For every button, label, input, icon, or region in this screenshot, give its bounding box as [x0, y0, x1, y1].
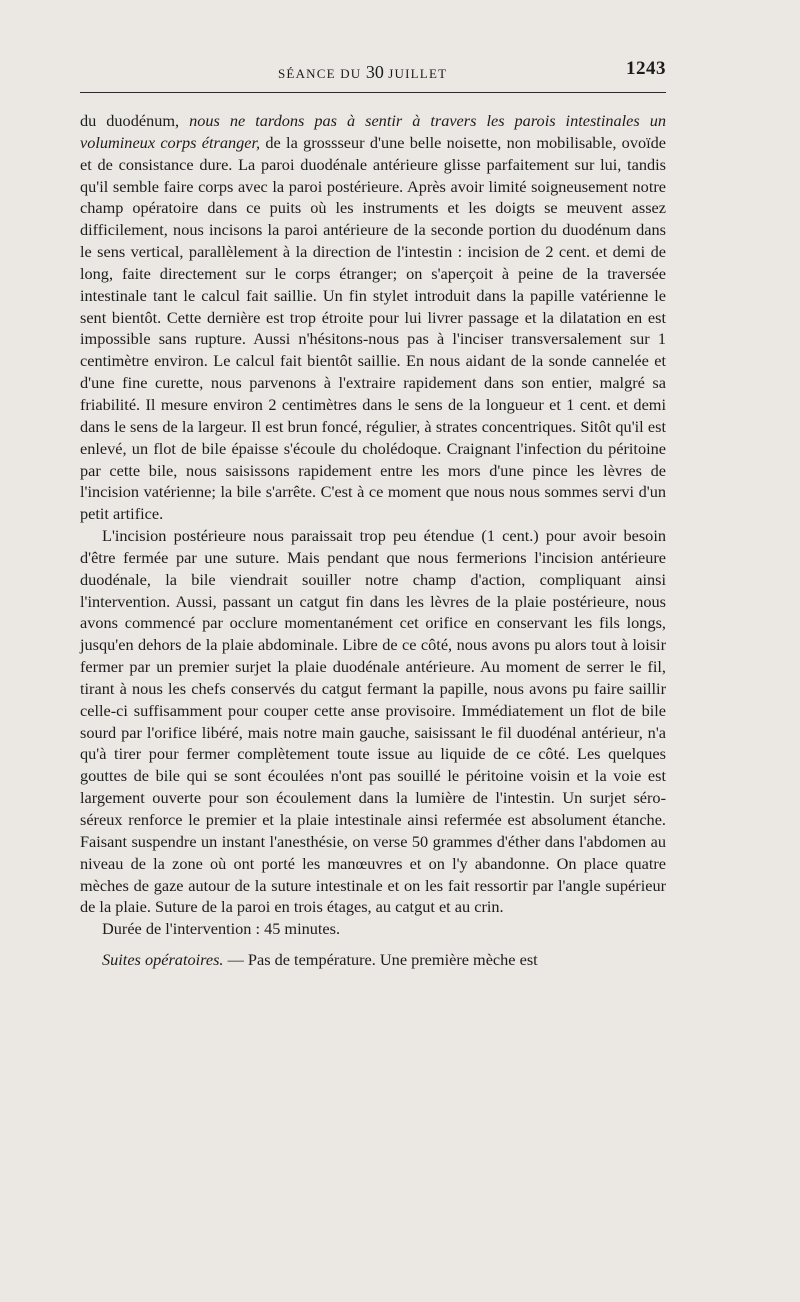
running-title-number: 30 — [365, 62, 384, 82]
paragraph-1-italic: nous ne tardons pas à sentir à travers les parois intestinales un volumineux corps étranger, — [80, 111, 666, 152]
running-header — [80, 52, 666, 93]
running-title-prefix: SÉANCE DU — [278, 66, 366, 81]
paragraph-2: L'incision postérieure nous paraissait trop peu étendue (1 cent.) pour avoir besoin d'être fermée par une suture. Mais pendant que nous fermerions l'incision antérieure duodénale, la bile viendrait souiller notre champ d'action, compliquant ainsi l'intervention. Aussi, passant un catgut fin dans les lèvres de la plaie postérieure, nous avons commencé par occlure momentanément cet orifice en conservant les fils longs, jusqu'en dehors de la plaie abdominale. Libre de ce côté, nous avons pu alors tout à loisir fermer par un premier surjet la plaie duodénale antérieure. Au moment de serrer le fil, tirant à nous les chefs conservés du catgut fermant la papille, nous avons pu faire saillir celle-ci suffisamment pour couper cette anse provisoire. Immédiatement un flot de bile sourd par l'orifice libéré, mais notre main gauche, saisissant le fil duodénal antérieur, n'a qu'à tirer pour fermer complètement toute issue au liquide de ce côté. Les quelques gouttes de bile qui se sont écoulées n'ont pas souillé le péritoine voisin et la voie est largement ouverte pour son écoulement dans la lumière de l'intestin. Un surjet séro-séreux renforce le premier et la plaie intestinale ainsi refermée est absolument étanche. Faisant suspendre un instant l'anesthésie, on verse 50 grammes d'éther dans l'abdomen au niveau de la zone où ont porté les manœuvres et on l'y abandonne. On place quatre mèches de gaze autour de la suture intestinale et on les fait ressortir par l'angle supérieur de la plaie. Suture de la paroi en trois étages, au catgut et au crin. — [80, 526, 666, 917]
paragraph-1 — [80, 110, 666, 525]
page-number: 1243 — [626, 58, 666, 79]
paragraph-4-text: — Pas de température. Une première mèche est — [223, 950, 538, 970]
body-text — [80, 110, 666, 971]
paragraph-4-italic: Suites opératoires. — [102, 950, 224, 970]
paragraph-3: Durée de l'intervention : 45 minutes. — [102, 919, 341, 939]
running-title-suffix: JUILLET — [383, 66, 448, 81]
paragraph-1-lead: du duodénum, — [80, 111, 190, 130]
paragraph-4 — [80, 949, 666, 971]
running-title — [278, 62, 447, 83]
paragraph-1-text: de la grossseur d'une belle noisette, non mobilisable, ovoïde et de consistance dure. La paroi duodénale antérieure glisse parfaitement sur lui, tandis qu'il semble faire corps avec la paroi postérieure. Après avoir limité soigneusement notre champ opératoire dans ce puits où les instruments et les doigts se meuvent assez difficilement, nous incisons la paroi antérieure de la seconde portion du duodénum dans le sens vertical, parallèlement à la direction de l'intestin : incision de 2 cent. et demi de long, faite directement sur le corps étranger; on s'aperçoit à peine de la traversée intestinale tant le calcul fait saillie. Un fin stylet introduit dans la papille vatérienne le sent bientôt. Cette dernière est trop étroite pour lui livrer passage et la dilatation en est impossible sans rupture. Aussi n'hésitons-nous pas à l'inciser transversalement sur 1 centimètre environ. Le calcul fait bientôt saillie. En nous aidant de la sonde cannelée et d'une fine curette, nous parvenons à l'extraire rapidement dans son entier, malgré sa friabilité. Il mesure environ 2 centimètres dans le sens de la longueur et 1 cent. et demi dans le sens de la largeur. Il est brun foncé, régulier, à strates concentriques. Sitôt qu'il est enlevé, un flot de bile épaisse s'écoule du cholédoque. Craignant l'infection du péritoine par cette bile, nous saisissons rapidement entre les mors d'une pince les lèvres de l'incision vatérienne; la bile s'arrête. C'est à ce moment que nous nous sommes servi d'un petit artifice. — [80, 132, 666, 524]
